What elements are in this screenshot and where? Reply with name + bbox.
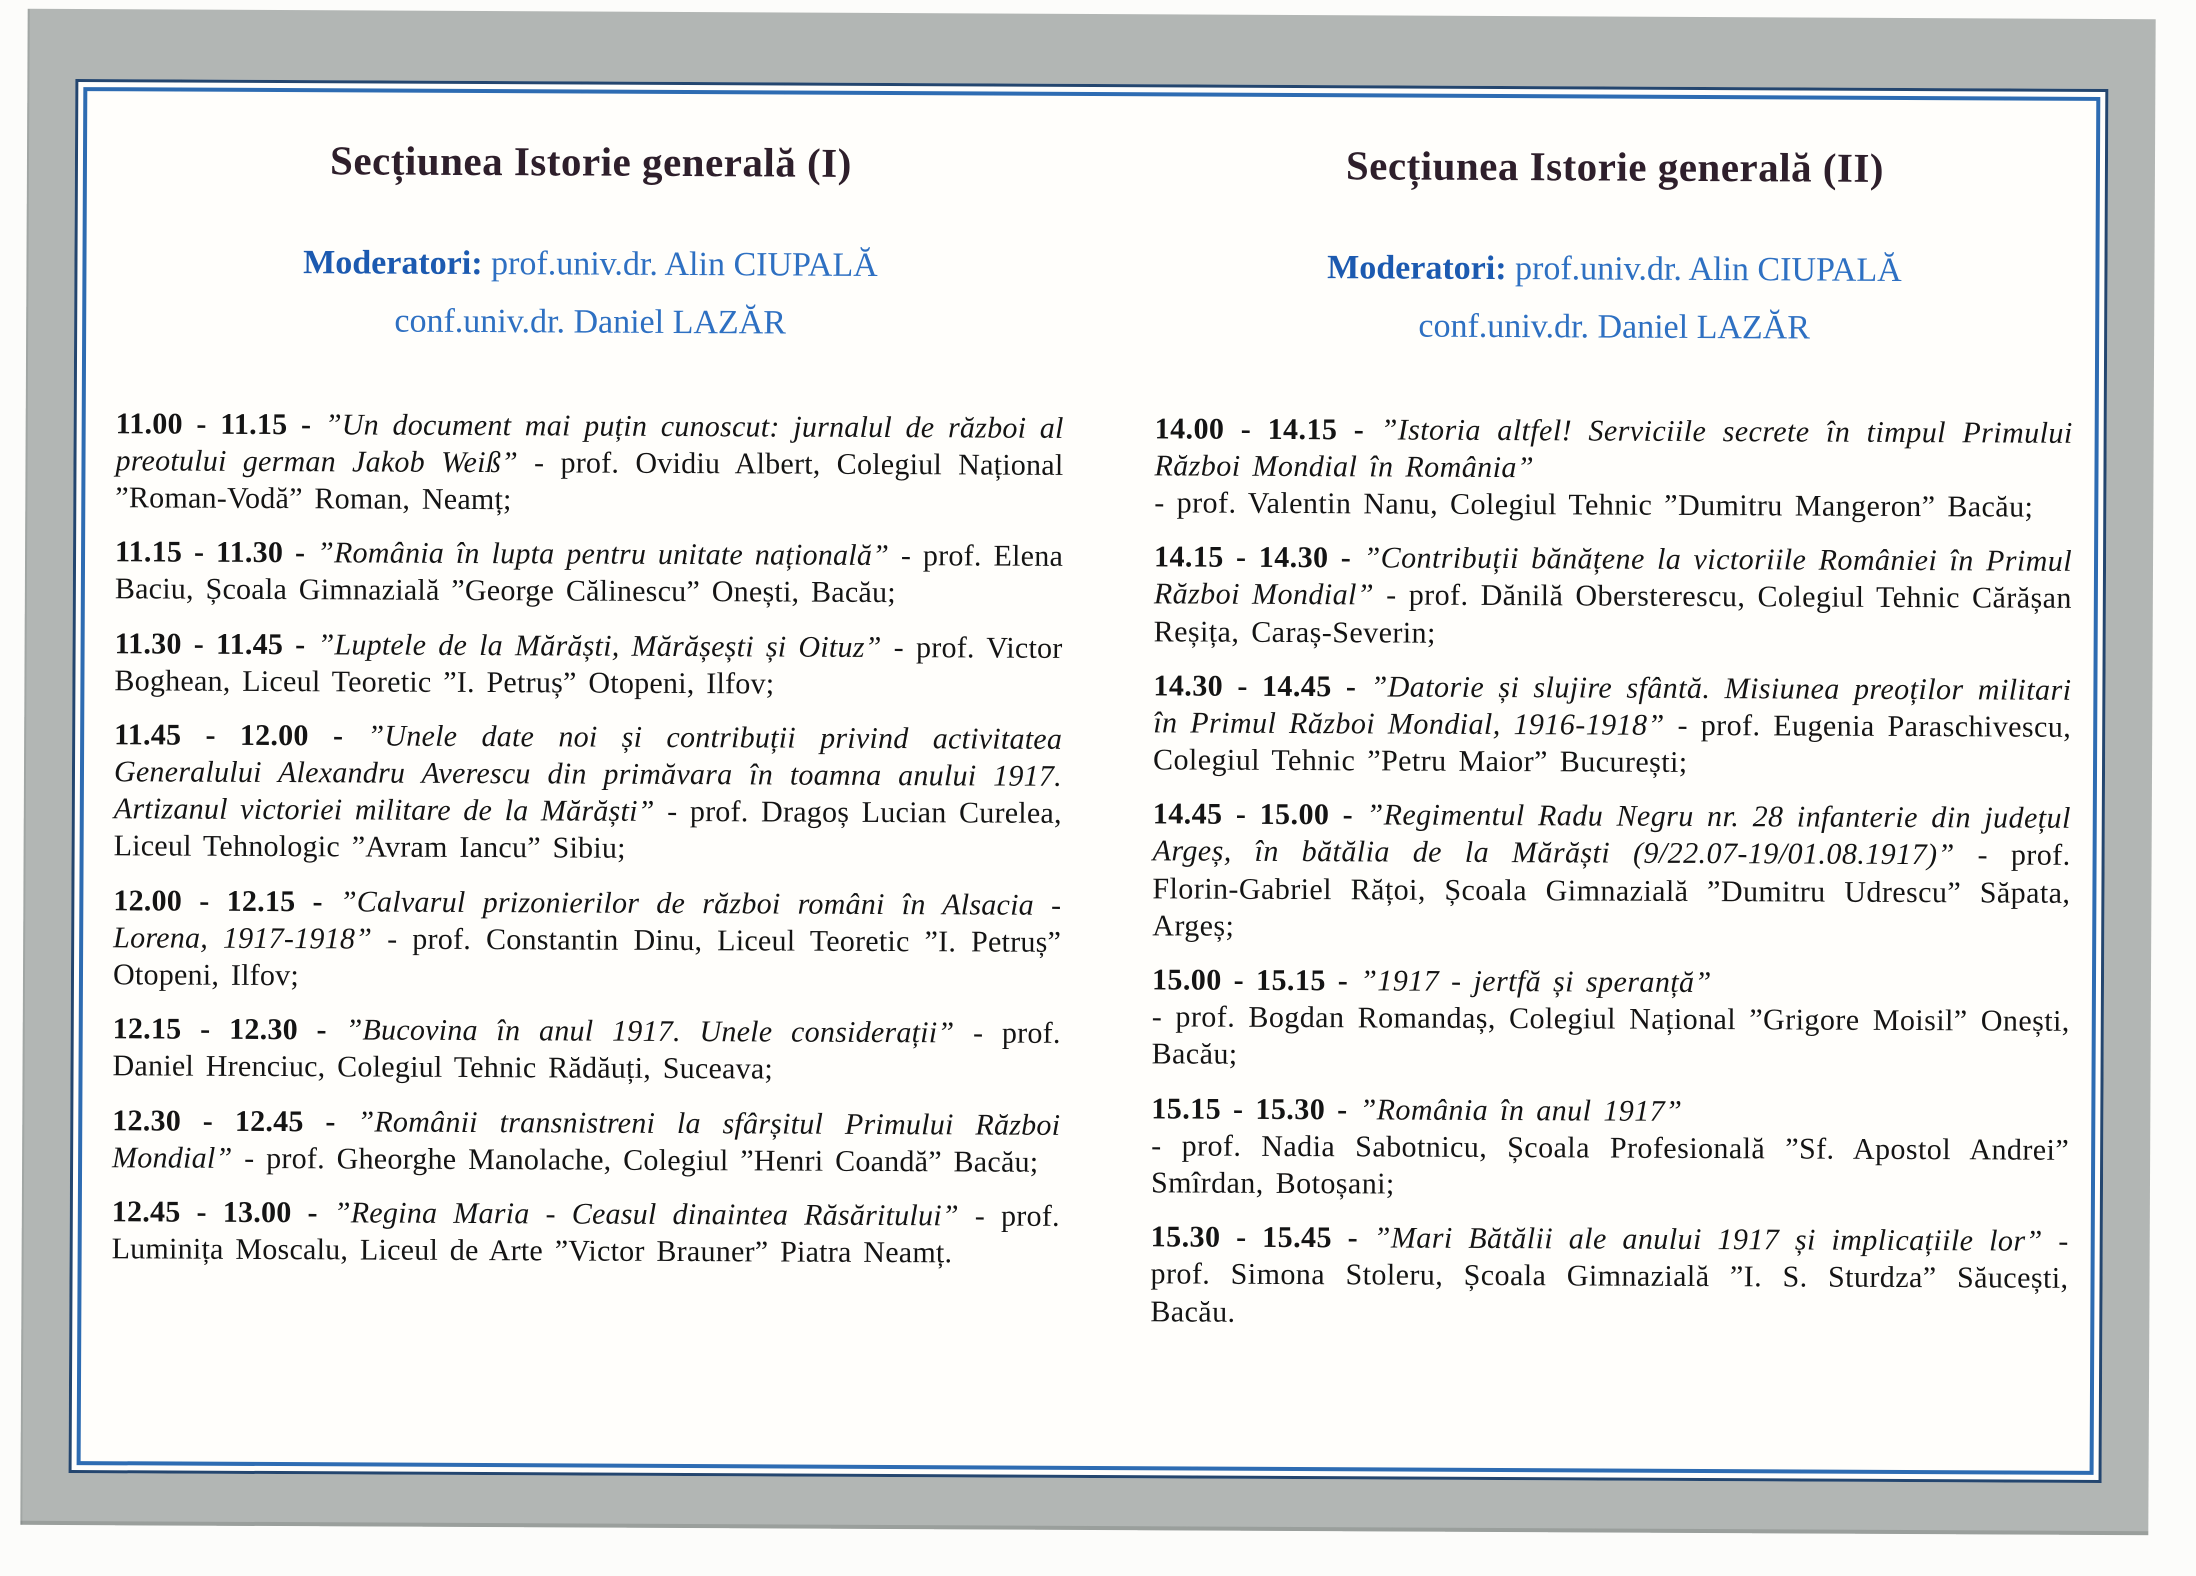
- entry-speaker: - prof. Ovidiu Albert, Colegiul Național ”Roman-Vodă” Roman, Neamț;: [115, 446, 1064, 517]
- entry-separator: -: [283, 536, 318, 570]
- page-outer-border: [69, 79, 2109, 1483]
- session-entry: [112, 1102, 1060, 1181]
- entry-title: ”România în lupta pentru unitate națională”: [316, 536, 890, 573]
- entry-separator: -: [1328, 541, 1364, 575]
- entry-title: ”Românii transnistreni la sfârșitul Primului Război Mondial”: [112, 1105, 1061, 1175]
- entry-title: ”Contribuții bănățene la victoriile României în Primul Război Mondial”: [1153, 541, 2073, 612]
- entry-time: 14.30 - 14.45: [1153, 669, 1332, 703]
- session-entry: [1150, 1218, 2069, 1334]
- session-entry: [115, 533, 1063, 612]
- moderators-label: Moderatori:: [303, 244, 483, 283]
- entry-time: 11.15 - 11.30: [114, 535, 284, 570]
- entry-gap: [372, 922, 387, 955]
- moderators-block: [1155, 238, 2074, 358]
- entry-gap: [889, 539, 901, 572]
- entry-speaker: - prof. Bogdan Romandaș, Colegiul Național ”Grigore Moisil” Onești, Bacău;: [1151, 1000, 2070, 1072]
- entry-gap: [1665, 709, 1678, 742]
- entry-speaker: - prof. Florin-Gabriel Rățoi, Școala Gimnazială ”Dumitru Udrescu” Săpata, Argeș;: [1152, 838, 2071, 943]
- session-entry: [112, 1010, 1060, 1089]
- entry-speaker: - prof. Gheorghe Manolache, Colegiul ”Henri Coandă” Bacău;: [244, 1141, 1039, 1179]
- session-entry: [114, 716, 1063, 869]
- entry-gap: [518, 446, 534, 479]
- session-entry: [113, 882, 1062, 998]
- section-column-1: [111, 133, 1065, 1466]
- entry-separator: -: [1325, 1092, 1360, 1126]
- entry-title: ”Istoria altfel! Serviciile secrete în timpul Primului Război Mondial în România”: [1154, 413, 2073, 484]
- moderator-name: conf.univ.dr. Daniel LAZĂR: [394, 302, 787, 342]
- moderator-name: prof.univ.dr. Alin CIUPALĂ: [491, 245, 878, 284]
- session-entry: [115, 405, 1064, 521]
- scan-gray-mat: [20, 9, 2155, 1535]
- section-column-2: [1150, 138, 2074, 1470]
- moderator-name: conf.univ.dr. Daniel LAZĂR: [1418, 307, 1811, 347]
- entry-title: ”Regina Maria - Ceasul dinaintea Răsăritului”: [333, 1196, 959, 1233]
- session-entries: [112, 405, 1064, 1272]
- entry-time: 14.15 - 14.30: [1153, 540, 1329, 575]
- entry-separator: -: [283, 627, 318, 661]
- session-entry: [1154, 410, 2073, 526]
- entry-gap: [882, 631, 894, 664]
- entry-gap: [954, 1017, 973, 1050]
- entry-separator: -: [295, 884, 340, 919]
- entry-time: 14.45 - 15.00: [1152, 797, 1330, 832]
- entry-speaker: - prof. Valentin Nanu, Colegiul Tehnic ”Dumitru Mangeron” Bacău;: [1154, 486, 2034, 524]
- entry-title: ”România în anul 1917”: [1359, 1092, 1683, 1128]
- entry-gap: [1374, 579, 1386, 612]
- entry-title: ”Regimentul Radu Negru nr. 28 infanterie din județul Argeș, în bătălia de la Mărăști (9/22.07-19/01.08.1917)”: [1152, 798, 2071, 872]
- session-entry: [112, 1193, 1060, 1272]
- entry-time: 12.00 - 12.15: [113, 883, 296, 918]
- entry-separator: -: [1331, 669, 1371, 704]
- session-entry: [1154, 538, 2073, 654]
- entry-title: ”Mari Bătălii ale anului 1917 și implicațiile lor”: [1373, 1221, 2043, 1258]
- entry-time: 15.15 - 15.30: [1151, 1091, 1326, 1126]
- entry-time: 15.30 - 15.45: [1150, 1220, 1333, 1255]
- entry-speaker: - prof. Daniel Hrenciuc, Colegiul Tehnic Rădăuți, Suceava;: [112, 1016, 1061, 1086]
- entry-time: 12.15 - 12.30: [112, 1012, 298, 1047]
- session-entries: [1150, 410, 2072, 1335]
- entry-title: ”Calvarul prizonierilor de război români în Alsacia - Lorena, 1917-1918”: [113, 885, 1062, 956]
- entry-speaker: - prof. Elena Baciu, Școala Gimnazială ”George Călinescu” Onești, Bacău;: [114, 539, 1064, 610]
- moderators-label: Moderatori:: [1327, 249, 1507, 288]
- entry-speaker: - prof. Eugenia Paraschivescu, Colegiul Tehnic ”Petru Maior” București;: [1152, 708, 2072, 780]
- entry-speaker: - prof. Simona Stoleru, Școala Gimnazială ”I. S. Sturdza” Săucești, Bacău.: [1150, 1224, 2069, 1329]
- entry-title: ”Datorie și slujire sfântă. Misiunea preoților militari în Primul Război Mondial, 1916-1918”: [1153, 670, 2072, 742]
- session-entry: [1152, 796, 2071, 949]
- entry-gap: [655, 795, 668, 828]
- entry-title: ”Unele date noi și contribuții privind activitatea Generalului Alexandru Averescu din primăvara în toamna anului 1917. Artizanul victoriei militare de la Mărăști”: [113, 719, 1063, 829]
- entry-separator: -: [1325, 964, 1361, 998]
- entry-title: ”Bucovina în anul 1917. Unele considerații”: [345, 1013, 955, 1050]
- entry-time: 11.00 - 11.15: [115, 406, 288, 441]
- page-inner-border: [77, 87, 2101, 1475]
- entry-separator: -: [1337, 412, 1381, 447]
- entry-separator: -: [1329, 798, 1367, 832]
- entry-gap: [2043, 1225, 2059, 1258]
- entry-gap: [232, 1142, 244, 1175]
- entry-gap: [1955, 839, 1978, 872]
- entry-separator: -: [308, 719, 368, 753]
- session-entry: [1151, 1090, 2070, 1206]
- entry-time: 12.30 - 12.45: [112, 1103, 304, 1138]
- entry-separator: -: [303, 1104, 358, 1139]
- session-entry: [1152, 961, 2071, 1077]
- entry-speaker: - prof. Dănilă Obersterescu, Colegiul Tehnic Cărășan Reșița, Caraș-Severin;: [1153, 578, 2072, 650]
- entry-speaker: - prof. Dragoș Lucian Curelea, Liceul Tehnologic ”Avram Iancu” Sibiu;: [113, 795, 1062, 866]
- entry-time: 11.30 - 11.45: [114, 626, 284, 661]
- entry-separator: -: [287, 407, 325, 441]
- section-title: Secțiunea Istorie generală (I): [330, 137, 852, 186]
- entry-time: 11.45 - 12.00: [114, 718, 309, 753]
- entry-speaker: - prof. Constantin Dinu, Liceul Teoretic ”I. Petruș” Otopeni, Ilfov;: [112, 922, 1062, 993]
- moderator-name: prof.univ.dr. Alin CIUPALĂ: [1514, 250, 1902, 289]
- entry-time: 14.00 - 14.15: [1154, 411, 1338, 446]
- session-entry: [1153, 667, 2072, 783]
- entry-speaker: - prof. Luminița Moscalu, Liceul de Arte ”Victor Brauner” Piatra Neamț.: [111, 1199, 1060, 1270]
- moderators-line-1: [1155, 238, 2073, 300]
- moderators-line-1: [116, 233, 1064, 295]
- entry-gap: [959, 1199, 975, 1232]
- entry-title: ”Un document mai puțin cunoscut: jurnalul de război al preotului german Jakob Weiß”: [115, 407, 1064, 479]
- entry-speaker: - prof. Victor Boghean, Liceul Teoretic ”I. Petruș” Otopeni, Ilfov;: [114, 630, 1063, 701]
- entry-separator: -: [297, 1013, 346, 1047]
- entry-title: ”1917 - jertfă și speranță”: [1360, 964, 1712, 1000]
- moderators-block: [116, 233, 1065, 353]
- entry-time: 15.00 - 15.15: [1151, 963, 1326, 998]
- entry-time: 12.45 - 13.00: [111, 1195, 292, 1230]
- entry-speaker: - prof. Nadia Sabotnicu, Școala Profesională ”Sf. Apostol Andrei” Smîrdan, Botoșani;: [1150, 1129, 2070, 1201]
- section-title: Secțiunea Istorie generală (II): [1345, 142, 1885, 191]
- entry-separator: -: [291, 1196, 334, 1230]
- session-entry: [114, 625, 1062, 704]
- entry-separator: -: [1331, 1221, 1374, 1255]
- entry-title: ”Luptele de la Mărăști, Mărășești și Oituz”: [317, 627, 882, 664]
